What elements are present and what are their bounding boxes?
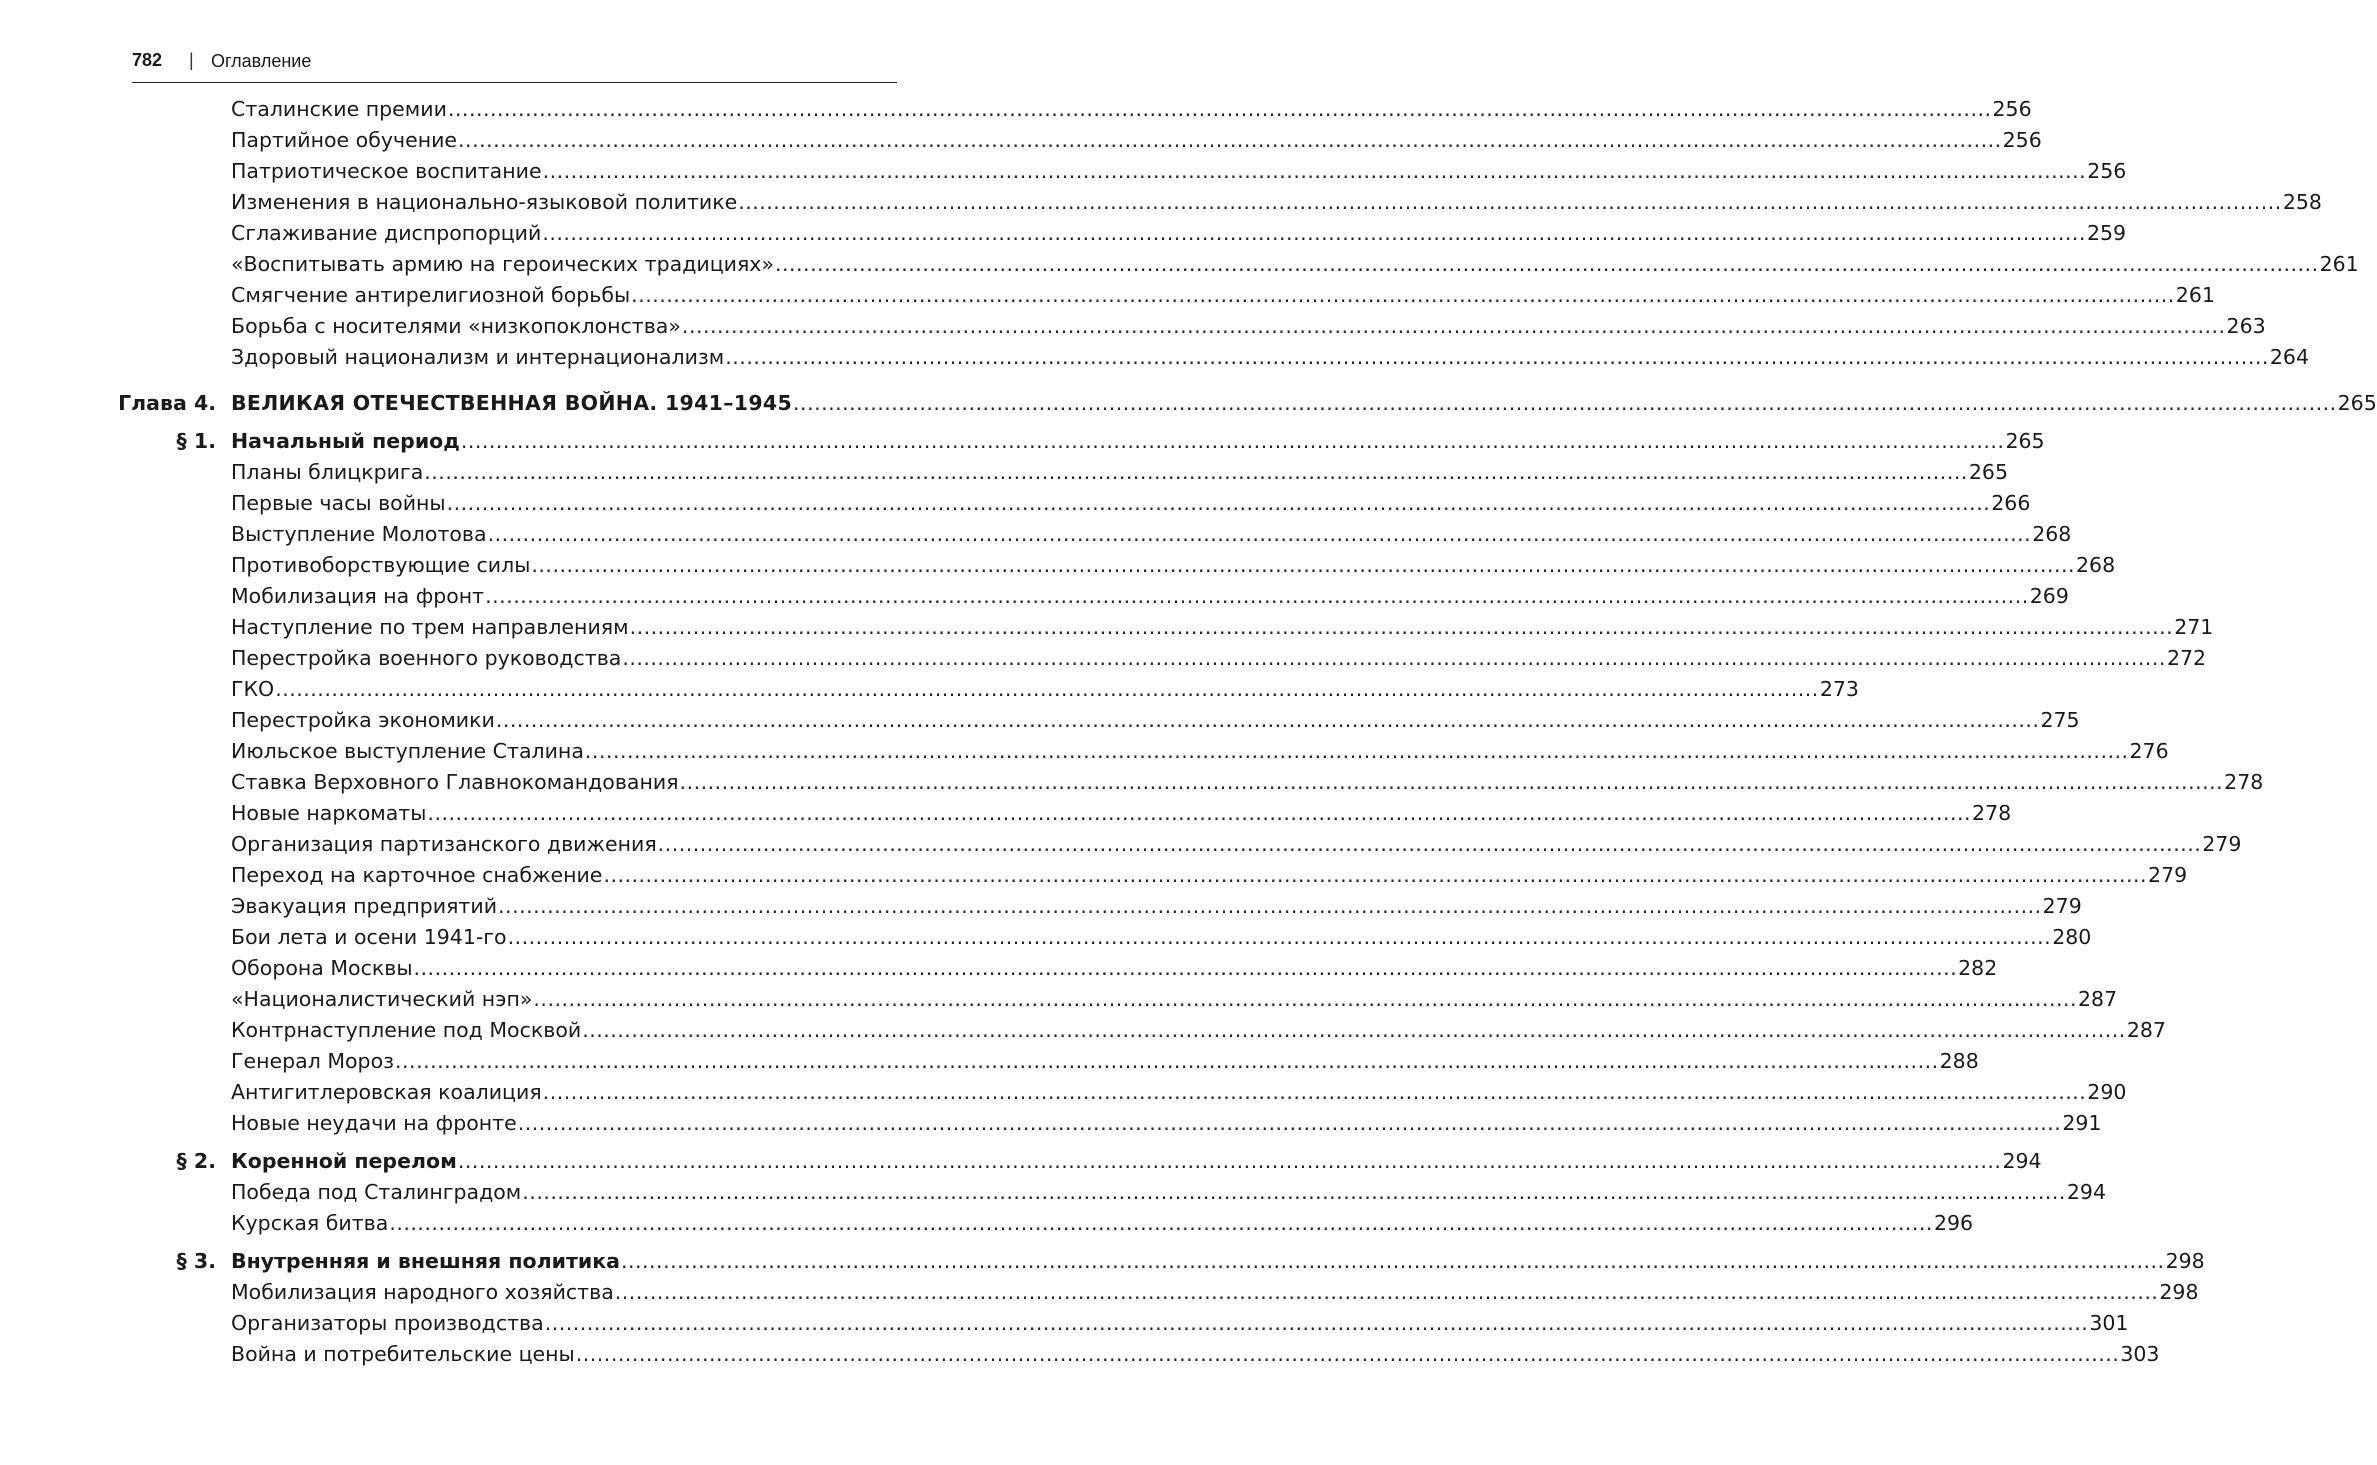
- toc-entry: [0, 249, 2359, 280]
- toc-entry-line: [231, 1108, 2102, 1139]
- toc-entry-title: Здоровый национализм и интернационализм: [231, 345, 725, 369]
- toc-entry-title: Смягчение антирелигиозной борьбы: [231, 283, 631, 307]
- dot-leader: ............................................................................................................................................................................................................................: [522, 1180, 2066, 1204]
- toc-entry-page: 256: [1992, 97, 2032, 121]
- toc-entry-page: 279: [2202, 832, 2242, 856]
- toc-entry-line: [231, 457, 2009, 488]
- toc-entry-line: [231, 798, 2012, 829]
- toc-entry-title: Переход на карточное снабжение: [231, 863, 603, 887]
- toc-entry: [0, 1177, 2107, 1208]
- toc-entry: [0, 426, 2045, 457]
- toc-entry-page: 261: [2175, 283, 2215, 307]
- toc-entry-page: 263: [2226, 314, 2266, 338]
- toc-entry-page: 259: [2086, 221, 2127, 245]
- toc-entry: [0, 342, 2310, 373]
- toc-entry-line: [231, 249, 2359, 280]
- toc-entry-title: Противоборствующие силы: [231, 553, 531, 577]
- toc-entry-title: Победа под Сталинградом: [231, 1180, 522, 1204]
- toc-entry-page: 288: [1939, 1049, 1979, 1073]
- dot-leader: ............................................................................................................................................................................................................................: [395, 1049, 1939, 1073]
- toc-entry: [0, 798, 2012, 829]
- toc-entry-page: 298: [2165, 1249, 2205, 1273]
- dot-leader: ............................................................................................................................................................................................................................: [631, 283, 2175, 307]
- toc-entry-title: Оборона Москвы: [231, 956, 413, 980]
- dot-leader: ............................................................................................................................................................................................................................: [485, 584, 2029, 608]
- toc-entry-page: 256: [2087, 159, 2127, 183]
- toc-entry-line: [231, 829, 2242, 860]
- toc-entry-title: Антигитлеровская коалиция: [231, 1080, 542, 1104]
- toc-entry-page: 275: [2040, 708, 2080, 732]
- toc-entry-title: Эвакуация предприятий: [231, 894, 498, 918]
- toc-entry: [0, 829, 2242, 860]
- toc-entry-line: [231, 1046, 1979, 1077]
- toc-entry-title: Ставка Верховного Главнокомандования: [231, 770, 679, 794]
- toc-entry-page: 265: [1968, 460, 2009, 484]
- toc-entry-title: Война и потребительские цены: [231, 1342, 575, 1366]
- dot-leader: ............................................................................................................................................................................................................................: [620, 1249, 2165, 1273]
- toc-entry-page: 271: [2174, 615, 2214, 639]
- dot-leader: ............................................................................................................................................................................................................................: [679, 770, 2224, 794]
- toc-entry-title: Бои лета и осени 1941-го: [231, 925, 507, 949]
- toc-entry-page: 256: [2002, 128, 2042, 152]
- toc-entry-line: [231, 1308, 2129, 1339]
- toc-entry: [0, 581, 2069, 612]
- toc-entry-line: [231, 342, 2310, 373]
- toc-entry-line: [231, 1177, 2107, 1208]
- toc-entry-page: 268: [2076, 553, 2116, 577]
- toc-entry-line: [231, 674, 1859, 705]
- toc-entry-title: Новые наркоматы: [231, 801, 427, 825]
- dot-leader: ............................................................................................................................................................................................................................: [725, 345, 2269, 369]
- toc-entry-page: 278: [1972, 801, 2012, 825]
- toc-entry-page: 268: [2032, 522, 2072, 546]
- toc-entry-line: [231, 280, 2215, 311]
- dot-leader: ............................................................................................................................................................................................................................: [487, 522, 2032, 546]
- toc-entry-title: Наступление по трем направлениям: [231, 615, 629, 639]
- toc-entry-line: [231, 311, 2266, 342]
- toc-entry-line: [231, 218, 2127, 249]
- toc-entry-title: Внутренняя и внешняя политика: [231, 1249, 620, 1273]
- toc-entry-title: Организаторы производства: [231, 1311, 544, 1335]
- toc-entry: [0, 388, 2377, 419]
- toc-entry: [0, 705, 2080, 736]
- toc-entry: [0, 1146, 2042, 1177]
- toc-entry-page: 280: [2052, 925, 2092, 949]
- toc-entry-title: Курская битва: [231, 1211, 389, 1235]
- toc-entry: [0, 953, 1998, 984]
- toc-entry-title: Начальный период: [231, 429, 460, 453]
- dot-leader: ............................................................................................................................................................................................................................: [603, 863, 2148, 887]
- toc-entry-line: [231, 388, 2377, 419]
- toc-entry-line: [231, 705, 2080, 736]
- dot-leader: ............................................................................................................................................................................................................................: [533, 987, 2078, 1011]
- dot-leader: ............................................................................................................................................................................................................................: [413, 956, 1958, 980]
- toc-entry: [0, 612, 2214, 643]
- dot-leader: ............................................................................................................................................................................................................................: [427, 801, 1972, 825]
- toc-entry: [0, 311, 2266, 342]
- toc-entry-line: [231, 643, 2207, 674]
- dot-leader: ............................................................................................................................................................................................................................: [793, 391, 2337, 415]
- toc-entry-line: [231, 1146, 2042, 1177]
- toc-entry-page: 291: [2062, 1111, 2102, 1135]
- dot-leader: ............................................................................................................................................................................................................................: [460, 429, 2005, 453]
- toc-entry: [0, 891, 2082, 922]
- toc-entry-line: [231, 156, 2127, 187]
- toc-entry-page: 294: [2002, 1149, 2042, 1173]
- toc-entry: [0, 984, 2118, 1015]
- running-title: Оглавление: [211, 51, 312, 71]
- toc-entry: [0, 156, 2127, 187]
- toc-entry-page: 303: [2120, 1342, 2160, 1366]
- toc-entry: [0, 674, 1859, 705]
- dot-leader: ............................................................................................................................................................................................................................: [681, 314, 2226, 338]
- toc-entry-line: [231, 891, 2082, 922]
- toc-entry: [0, 94, 2032, 125]
- toc-entry-line: [231, 1339, 2160, 1370]
- toc-entry-page: 301: [2089, 1311, 2129, 1335]
- header-separator: |: [189, 50, 194, 70]
- toc-entry: [0, 922, 2092, 953]
- toc-entry: [0, 457, 2009, 488]
- toc-entry-page: 276: [2129, 739, 2169, 763]
- toc-entry: [0, 519, 2072, 550]
- dot-leader: ............................................................................................................................................................................................................................: [622, 646, 2166, 670]
- toc-entry-title: Контрнаступление под Москвой: [231, 1018, 582, 1042]
- toc-entry-title: «Националистический нэп»: [231, 987, 533, 1011]
- toc-entry-line: [231, 426, 2045, 457]
- page-header: [132, 48, 897, 83]
- dot-leader: ............................................................................................................................................................................................................................: [542, 159, 2087, 183]
- toc-entry: [0, 218, 2127, 249]
- toc-entry-line: [231, 1015, 2166, 1046]
- toc-entry-number: § 1.: [176, 429, 216, 453]
- dot-leader: ............................................................................................................................................................................................................................: [531, 553, 2075, 577]
- dot-leader: ............................................................................................................................................................................................................................: [447, 97, 1992, 121]
- toc-entry-line: [231, 860, 2188, 891]
- toc-entry-page: 287: [2126, 1018, 2166, 1042]
- toc-entry: [0, 280, 2215, 311]
- toc-entry: [0, 1339, 2160, 1370]
- toc-entry-title: Мобилизация на фронт: [231, 584, 485, 608]
- toc-entry-line: [231, 1277, 2199, 1308]
- toc-entry-line: [231, 1208, 1974, 1239]
- dot-leader: ............................................................................................................................................................................................................................: [498, 894, 2042, 918]
- toc-entry-title: ВЕЛИКАЯ ОТЕЧЕСТВЕННАЯ ВОЙНА. 1941–1945: [231, 391, 793, 415]
- toc-entry: [0, 1046, 1979, 1077]
- toc-entry-title: Первые часы войны: [231, 491, 446, 515]
- toc-entry-title: Патриотическое воспитание: [231, 159, 542, 183]
- dot-leader: ............................................................................................................................................................................................................................: [629, 615, 2174, 639]
- toc-entry-line: [231, 1246, 2205, 1277]
- toc-entry-title: ГКО: [231, 677, 275, 701]
- toc-entry-title: Мобилизация народного хозяйства: [231, 1280, 614, 1304]
- toc-entry-line: [231, 922, 2092, 953]
- toc-entry-title: «Воспитывать армию на героических традициях»: [231, 252, 774, 276]
- toc-entry-page: 279: [2148, 863, 2188, 887]
- dot-leader: ............................................................................................................................................................................................................................: [774, 252, 2319, 276]
- toc-entry-title: Июльское выступление Сталина: [231, 739, 584, 763]
- toc-entry-line: [231, 519, 2072, 550]
- toc-entry-title: Новые неудачи на фронте: [231, 1111, 517, 1135]
- toc-entry-page: 273: [1819, 677, 1859, 701]
- toc-entry-page: 296: [1933, 1211, 1974, 1235]
- dot-leader: ............................................................................................................................................................................................................................: [584, 739, 2129, 763]
- dot-leader: ............................................................................................................................................................................................................................: [424, 460, 1968, 484]
- toc-entry-page: 264: [2269, 345, 2310, 369]
- toc-entry-title: Перестройка экономики: [231, 708, 495, 732]
- toc-entry-page: 265: [2337, 391, 2377, 415]
- page-number: 782: [132, 50, 163, 70]
- toc-entry: [0, 488, 2031, 519]
- toc-entry: [0, 643, 2207, 674]
- toc-entry-page: 269: [2029, 584, 2069, 608]
- toc-entry-page: 278: [2224, 770, 2264, 794]
- toc-entry-title: Сталинские премии: [231, 97, 447, 121]
- toc-entry-title: Борьба с носителями «низкопоклонства»: [231, 314, 681, 338]
- toc-entry-title: Коренной перелом: [231, 1149, 457, 1173]
- toc-entry-page: 266: [1991, 491, 2031, 515]
- toc-entry: [0, 767, 2264, 798]
- toc-entry: [0, 125, 2042, 156]
- toc-entry-line: [231, 736, 2169, 767]
- toc-entry-line: [231, 125, 2042, 156]
- toc-entry-title: Организация партизанского движения: [231, 832, 657, 856]
- toc-entry-number: § 3.: [176, 1249, 216, 1273]
- dot-leader: ............................................................................................................................................................................................................................: [495, 708, 2040, 732]
- toc-entry-page: 298: [2159, 1280, 2199, 1304]
- toc-entry-line: [231, 581, 2069, 612]
- toc-entry-page: 265: [2005, 429, 2045, 453]
- dot-leader: ............................................................................................................................................................................................................................: [738, 190, 2282, 214]
- toc-entry: [0, 860, 2188, 891]
- toc-entry-title: Генерал Мороз: [231, 1049, 395, 1073]
- toc-entry-page: 261: [2319, 252, 2359, 276]
- toc-entry-line: [231, 953, 1998, 984]
- toc-entry-page: 290: [2087, 1080, 2127, 1104]
- toc-entry-page: 258: [2282, 190, 2322, 214]
- toc-entry-page: 294: [2066, 1180, 2107, 1204]
- toc-entry: [0, 1077, 2127, 1108]
- toc-entry-page: 272: [2166, 646, 2207, 670]
- toc-entry-number: § 2.: [176, 1149, 216, 1173]
- dot-leader: ............................................................................................................................................................................................................................: [614, 1280, 2159, 1304]
- dot-leader: ............................................................................................................................................................................................................................: [389, 1211, 1933, 1235]
- dot-leader: ............................................................................................................................................................................................................................: [544, 1311, 2089, 1335]
- toc-entry-line: [231, 187, 2322, 218]
- dot-leader: ............................................................................................................................................................................................................................: [582, 1018, 2126, 1042]
- toc-entry-title: Изменения в национально-языковой политике: [231, 190, 738, 214]
- toc-entry: [0, 1208, 1974, 1239]
- toc-entry-number: Глава 4.: [118, 391, 216, 415]
- toc-entry-page: 287: [2078, 987, 2118, 1011]
- dot-leader: ............................................................................................................................................................................................................................: [517, 1111, 2062, 1135]
- toc-entry: [0, 1015, 2166, 1046]
- toc-entry-line: [231, 612, 2214, 643]
- toc-entry-title: Перестройка военного руководства: [231, 646, 622, 670]
- toc-entry: [0, 1108, 2102, 1139]
- toc-entry: [0, 736, 2169, 767]
- dot-leader: ............................................................................................................................................................................................................................: [507, 925, 2052, 949]
- toc-entry-line: [231, 550, 2116, 581]
- toc-entry: [0, 1308, 2129, 1339]
- toc-entry: [0, 550, 2116, 581]
- toc-entry-line: [231, 984, 2118, 1015]
- toc-entry-line: [231, 767, 2264, 798]
- dot-leader: ............................................................................................................................................................................................................................: [446, 491, 1991, 515]
- toc-entry-title: Выступление Молотова: [231, 522, 487, 546]
- toc-entry-line: [231, 94, 2032, 125]
- dot-leader: ............................................................................................................................................................................................................................: [275, 677, 1819, 701]
- toc-entry: [0, 187, 2322, 218]
- dot-leader: ............................................................................................................................................................................................................................: [657, 832, 2202, 856]
- dot-leader: ............................................................................................................................................................................................................................: [457, 1149, 2002, 1173]
- toc-entry-title: Сглаживание диспропорций: [231, 221, 542, 245]
- toc-entry-title: Планы блицкрига: [231, 460, 424, 484]
- dot-leader: ............................................................................................................................................................................................................................: [542, 1080, 2087, 1104]
- dot-leader: ............................................................................................................................................................................................................................: [542, 221, 2086, 245]
- toc-entry-page: 282: [1958, 956, 1998, 980]
- toc-entry-page: 279: [2042, 894, 2082, 918]
- toc-entry-line: [231, 488, 2031, 519]
- toc-entry: [0, 1246, 2205, 1277]
- toc-entry: [0, 1277, 2199, 1308]
- toc-entry-line: [231, 1077, 2127, 1108]
- toc-entry-title: Партийное обучение: [231, 128, 458, 152]
- dot-leader: ............................................................................................................................................................................................................................: [575, 1342, 2120, 1366]
- dot-leader: ............................................................................................................................................................................................................................: [458, 128, 2002, 152]
